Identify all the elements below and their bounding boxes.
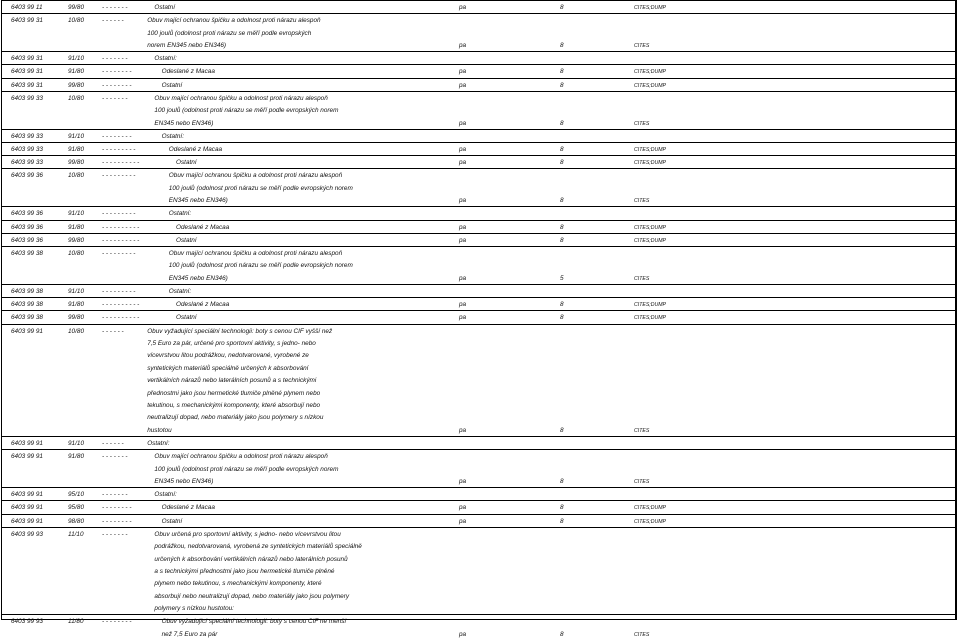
indent-dashes: - - - - - - - -	[102, 132, 132, 140]
table-row	[2, 155, 956, 169]
commodity-code: 6403 99 38	[11, 301, 43, 309]
description-line: Obuv mající ochranou špičku a odolnost proti nárazu alespoň	[168, 250, 343, 257]
description-line: Ostatní:	[168, 210, 192, 218]
commodity-code: 6403 99 93	[11, 530, 43, 538]
table-row	[2, 614, 956, 641]
commodity-code: 6403 99 11	[11, 4, 43, 11]
commodity-code: 6403 99 36	[11, 236, 43, 244]
description-line: Obuv mající ochranou špičku a odolnost proti nárazu alespoň	[168, 172, 343, 180]
table-row	[2, 487, 956, 501]
description-line: neutralizují dopad, nebo materiály jako jsou polymery s nízkou	[147, 414, 324, 422]
taric-subcode: 91/80	[68, 453, 84, 461]
commodity-code: 6403 99 93	[11, 618, 43, 626]
taric-subcode: 10/80	[68, 94, 84, 102]
description-line: podrážkou, nedotvarovaná, vyrobená ze syntetických materiálů speciálně	[154, 543, 362, 551]
description-line: Obuv určená pro sportovní aktivity, s jedno- nebo vícevrstvou litou	[154, 530, 341, 538]
remark-code: CITES	[634, 275, 650, 282]
description-line: Odeslané z Macaa	[176, 223, 230, 231]
description-line: 100 joulů (odolnost proti nárazu se měří podle evropských norem	[168, 262, 353, 270]
taric-subcode: 95/10	[68, 491, 84, 499]
remark-code: CITES;DUMP	[634, 69, 666, 76]
indent-dashes: - - - - - - - - -	[102, 210, 136, 218]
indent-dashes: - - - - - -	[102, 327, 124, 335]
remark-code: CITES;DUMP	[634, 315, 666, 322]
supplementary-unit: pa	[459, 314, 467, 322]
description-line: určených k absorbování vertikálních nárazů nebo laterálních posunů	[154, 555, 348, 563]
taric-subcode: 99/80	[68, 81, 84, 89]
indent-dashes: - - - - - - -	[102, 530, 128, 538]
supplementary-unit: pa	[459, 517, 467, 525]
table-row	[2, 64, 956, 78]
indent-dashes: - - - - - - - - -	[102, 146, 136, 153]
duty-rate: 8	[560, 630, 564, 638]
table-row	[2, 233, 956, 247]
indent-dashes: - - - - - - - - - -	[102, 223, 140, 231]
table-row	[2, 500, 956, 514]
description-line: 100 joulů (odolnost proti nárazu se měří podle evropských norem	[154, 107, 339, 115]
description-line: Ostatní:	[147, 440, 170, 447]
table-row	[2, 297, 956, 311]
remark-code: CITES;DUMP	[634, 82, 666, 89]
duty-rate: 8	[560, 301, 564, 309]
description-line: hustotou	[147, 426, 172, 434]
indent-dashes: - - - - - - -	[102, 55, 128, 63]
table-row	[2, 91, 956, 130]
table-row	[2, 514, 956, 528]
indent-dashes: - - - - - - - - - -	[102, 301, 140, 309]
indent-dashes: - - - - - - - -	[102, 618, 132, 626]
duty-rate: 8	[560, 426, 564, 434]
description-line: vícevrstvou litou podrážkou, nedotvarované, vyrobené ze	[147, 352, 309, 360]
remark-code: CITES;DUMP	[634, 302, 666, 309]
description-line: Ostatní:	[154, 55, 177, 63]
description-line: přednostmi jako jsou hermetické tlumiče plněné plynem nebo	[147, 389, 321, 397]
remark-code: CITES	[634, 198, 650, 205]
remark-code: CITES;DUMP	[634, 147, 666, 153]
duty-rate: 8	[560, 81, 564, 89]
description-line: EN345 nebo EN346)	[154, 119, 214, 127]
commodity-code: 6403 99 31	[11, 55, 43, 63]
duty-rate: 8	[560, 477, 564, 485]
taric-subcode: 91/80	[68, 146, 84, 153]
taric-subcode: 10/80	[68, 17, 84, 25]
commodity-code: 6403 99 38	[11, 314, 43, 322]
duty-rate: 8	[560, 517, 564, 525]
commodity-code: 6403 99 91	[11, 453, 43, 461]
commodity-code: 6403 99 36	[11, 210, 43, 218]
remark-code: CITES;DUMP	[634, 518, 666, 525]
indent-dashes: - - - - - -	[102, 440, 124, 447]
supplementary-unit: pa	[459, 236, 467, 244]
duty-rate: 8	[560, 146, 564, 153]
commodity-code: 6403 99 36	[11, 172, 43, 180]
taric-subcode: 10/80	[68, 172, 84, 180]
supplementary-unit: pa	[459, 68, 467, 76]
remark-code: CITES	[634, 120, 650, 127]
description-line: Ostatní	[176, 314, 197, 322]
taric-subcode: 98/80	[68, 517, 84, 525]
indent-dashes: - - - - - - - - - -	[102, 314, 140, 322]
commodity-code: 6403 99 91	[11, 440, 43, 447]
description-line: EN345 nebo EN346)	[168, 197, 228, 205]
taric-subcode: 91/10	[68, 132, 84, 140]
description-line: plynem nebo tekutinou, s mechanickými komponenty, které	[154, 580, 322, 588]
taric-subcode: 91/80	[68, 68, 84, 76]
description-line: Ostatní	[176, 159, 197, 167]
commodity-code: 6403 99 91	[11, 491, 43, 499]
duty-rate: 8	[560, 159, 564, 167]
taric-subcode: 99/80	[68, 4, 84, 11]
description-line: 100 joulů (odolnost proti nárazu se měří podle evropských norem	[154, 465, 339, 473]
duty-rate: 8	[560, 68, 564, 76]
description-line: Odeslané z Macaa	[161, 504, 215, 512]
indent-dashes: - - - - - - - - -	[102, 288, 136, 295]
description-line: 100 joulů (odolnost proti nárazu se měří podle evropských	[147, 29, 312, 37]
remark-code: CITES;DUMP	[634, 5, 666, 11]
description-line: Obuv mající ochranou špičku a odolnost proti nárazu alespoň	[154, 94, 328, 102]
table-row	[2, 436, 956, 450]
commodity-code: 6403 99 91	[11, 504, 43, 512]
tariff-table	[1, 0, 957, 638]
description-line: EN345 nebo EN346)	[154, 477, 214, 485]
indent-dashes: - - - - - -	[102, 17, 124, 25]
duty-rate: 8	[560, 197, 564, 205]
description-line: Ostatní:	[154, 491, 177, 499]
commodity-code: 6403 99 36	[11, 223, 43, 231]
description-line: tekutinou, s mechanickými komponenty, které absorbují nebo	[147, 401, 321, 409]
supplementary-unit: pa	[459, 119, 467, 127]
table-row	[2, 78, 956, 92]
supplementary-unit: pa	[459, 477, 467, 485]
commodity-code: 6403 99 38	[11, 288, 43, 295]
commodity-code: 6403 99 38	[11, 250, 43, 257]
supplementary-unit: pa	[459, 274, 467, 282]
duty-rate: 8	[560, 41, 564, 49]
description-line: syntetických materiálů speciálně určených k absorbování	[147, 364, 309, 372]
remark-code: CITES;DUMP	[634, 505, 666, 512]
taric-subcode: 10/80	[68, 250, 84, 257]
table-row	[2, 206, 956, 220]
description-line: Odeslané z Macaa	[176, 301, 230, 309]
description-line: Ostatní:	[161, 132, 184, 140]
description-line: polymery s nízkou hustotou:	[154, 605, 234, 613]
table-row	[2, 449, 956, 488]
taric-subcode: 99/80	[68, 236, 84, 244]
commodity-code: 6403 99 31	[11, 68, 43, 76]
duty-rate: 8	[560, 236, 564, 244]
taric-subcode: 99/80	[68, 159, 84, 167]
supplementary-unit: pa	[459, 81, 467, 89]
table-row	[2, 220, 956, 234]
description-line: Ostatní	[154, 4, 175, 11]
description-line: 7,5 Euro za pár, určené pro sportovní aktivity, s jedno- nebo	[147, 339, 316, 347]
commodity-code: 6403 99 91	[11, 517, 43, 525]
description-line: absorbují nebo neutralizují dopad, nebo materiály jako jsou polymery	[154, 592, 350, 600]
supplementary-unit: pa	[459, 146, 467, 153]
supplementary-unit: pa	[459, 504, 467, 512]
description-line: Obuv mající ochranou špičku a odolnost proti nárazu alespoň	[154, 453, 328, 461]
taric-subcode: 99/80	[68, 314, 84, 322]
commodity-code: 6403 99 33	[11, 146, 43, 153]
table-row	[2, 324, 956, 437]
duty-rate: 8	[560, 223, 564, 231]
description-line: Ostatní	[161, 517, 183, 525]
table-row	[2, 0, 956, 14]
supplementary-unit: pa	[459, 301, 467, 309]
supplementary-unit: pa	[459, 223, 467, 231]
description-line: 100 joulů (odolnost proti nárazu se měří podle evropských norem	[168, 184, 353, 192]
table-row	[2, 246, 956, 285]
table-row	[2, 129, 956, 143]
remark-code: CITES	[634, 478, 650, 485]
description-line: a s technickými přednostmi jako jsou hermetické tlumiče plněné	[154, 567, 335, 575]
commodity-code: 6403 99 31	[11, 81, 43, 89]
description-line: Ostatní	[161, 81, 183, 89]
indent-dashes: - - - - - - - - - -	[102, 236, 140, 244]
commodity-code: 6403 99 33	[11, 132, 43, 140]
duty-rate: 8	[560, 4, 564, 11]
indent-dashes: - - - - - - -	[102, 94, 128, 102]
remark-code: CITES	[634, 631, 650, 638]
supplementary-unit: pa	[459, 4, 467, 11]
remark-code: CITES;DUMP	[634, 160, 666, 167]
description-line: než 7,5 Euro za pár	[161, 630, 218, 638]
commodity-code: 6403 99 31	[11, 17, 43, 25]
duty-rate: 8	[560, 504, 564, 512]
taric-subcode: 11/10	[68, 530, 84, 538]
table-row	[2, 310, 956, 324]
indent-dashes: - - - - - - - - -	[102, 172, 136, 180]
taric-subcode: 95/80	[68, 504, 84, 512]
description-line: Obuv vyžadující speciální technologii: boty s cenou CIF vyšší než	[147, 327, 333, 335]
supplementary-unit: pa	[459, 159, 467, 167]
indent-dashes: - - - - - - - -	[102, 68, 132, 76]
taric-subcode: 91/10	[68, 288, 84, 295]
commodity-code: 6403 99 33	[11, 159, 43, 167]
duty-rate: 8	[560, 119, 564, 127]
supplementary-unit: pa	[459, 41, 467, 49]
remark-code: CITES	[634, 42, 650, 49]
remark-code: CITES;DUMP	[634, 237, 666, 244]
remark-code: CITES;DUMP	[634, 224, 666, 231]
indent-dashes: - - - - - - - -	[102, 504, 132, 512]
description-line: Obuv mající ochranou špičku a odolnost proti nárazu alespoň	[147, 17, 321, 25]
indent-dashes: - - - - - - -	[102, 453, 128, 461]
table-row	[2, 51, 956, 65]
table-row	[2, 13, 956, 52]
table-row	[2, 527, 956, 616]
indent-dashes: - - - - - - - -	[102, 517, 132, 525]
description-line: norem EN345 nebo EN346)	[147, 41, 227, 49]
supplementary-unit: pa	[459, 197, 467, 205]
indent-dashes: - - - - - - - -	[102, 81, 132, 89]
description-line: Odeslané z Macaa	[161, 68, 215, 76]
taric-subcode: 91/10	[68, 55, 84, 63]
description-line: Odeslané z Macaa	[168, 146, 223, 153]
taric-subcode: 91/80	[68, 301, 84, 309]
commodity-code: 6403 99 91	[11, 327, 43, 335]
taric-subcode: 91/10	[68, 440, 84, 447]
description-line: Ostatní	[176, 236, 197, 244]
commodity-code: 6403 99 33	[11, 94, 43, 102]
taric-subcode: 91/10	[68, 210, 84, 218]
description-line: vertikálních nárazů nebo laterálních posunů a s technickými	[147, 377, 317, 385]
description-line: Obuv vyžadující speciální technologii: boty s cenou CIF ne menší	[161, 618, 347, 626]
taric-subcode: 11/80	[68, 618, 84, 626]
remark-code: CITES	[634, 427, 650, 434]
table-row	[2, 142, 956, 156]
duty-rate: 8	[560, 314, 564, 322]
description-line: EN345 nebo EN346)	[168, 274, 228, 282]
indent-dashes: - - - - - - -	[102, 491, 128, 499]
taric-subcode: 91/80	[68, 223, 84, 231]
supplementary-unit: pa	[459, 630, 467, 638]
description-line: Ostatní:	[168, 288, 192, 295]
indent-dashes: - - - - - - - - -	[102, 250, 136, 257]
taric-subcode: 10/80	[68, 327, 84, 335]
table-row	[2, 168, 956, 207]
indent-dashes: - - - - - - -	[102, 4, 128, 11]
supplementary-unit: pa	[459, 426, 467, 434]
indent-dashes: - - - - - - - - - -	[102, 159, 140, 167]
table-row	[2, 284, 956, 298]
duty-rate: 5	[560, 274, 564, 282]
